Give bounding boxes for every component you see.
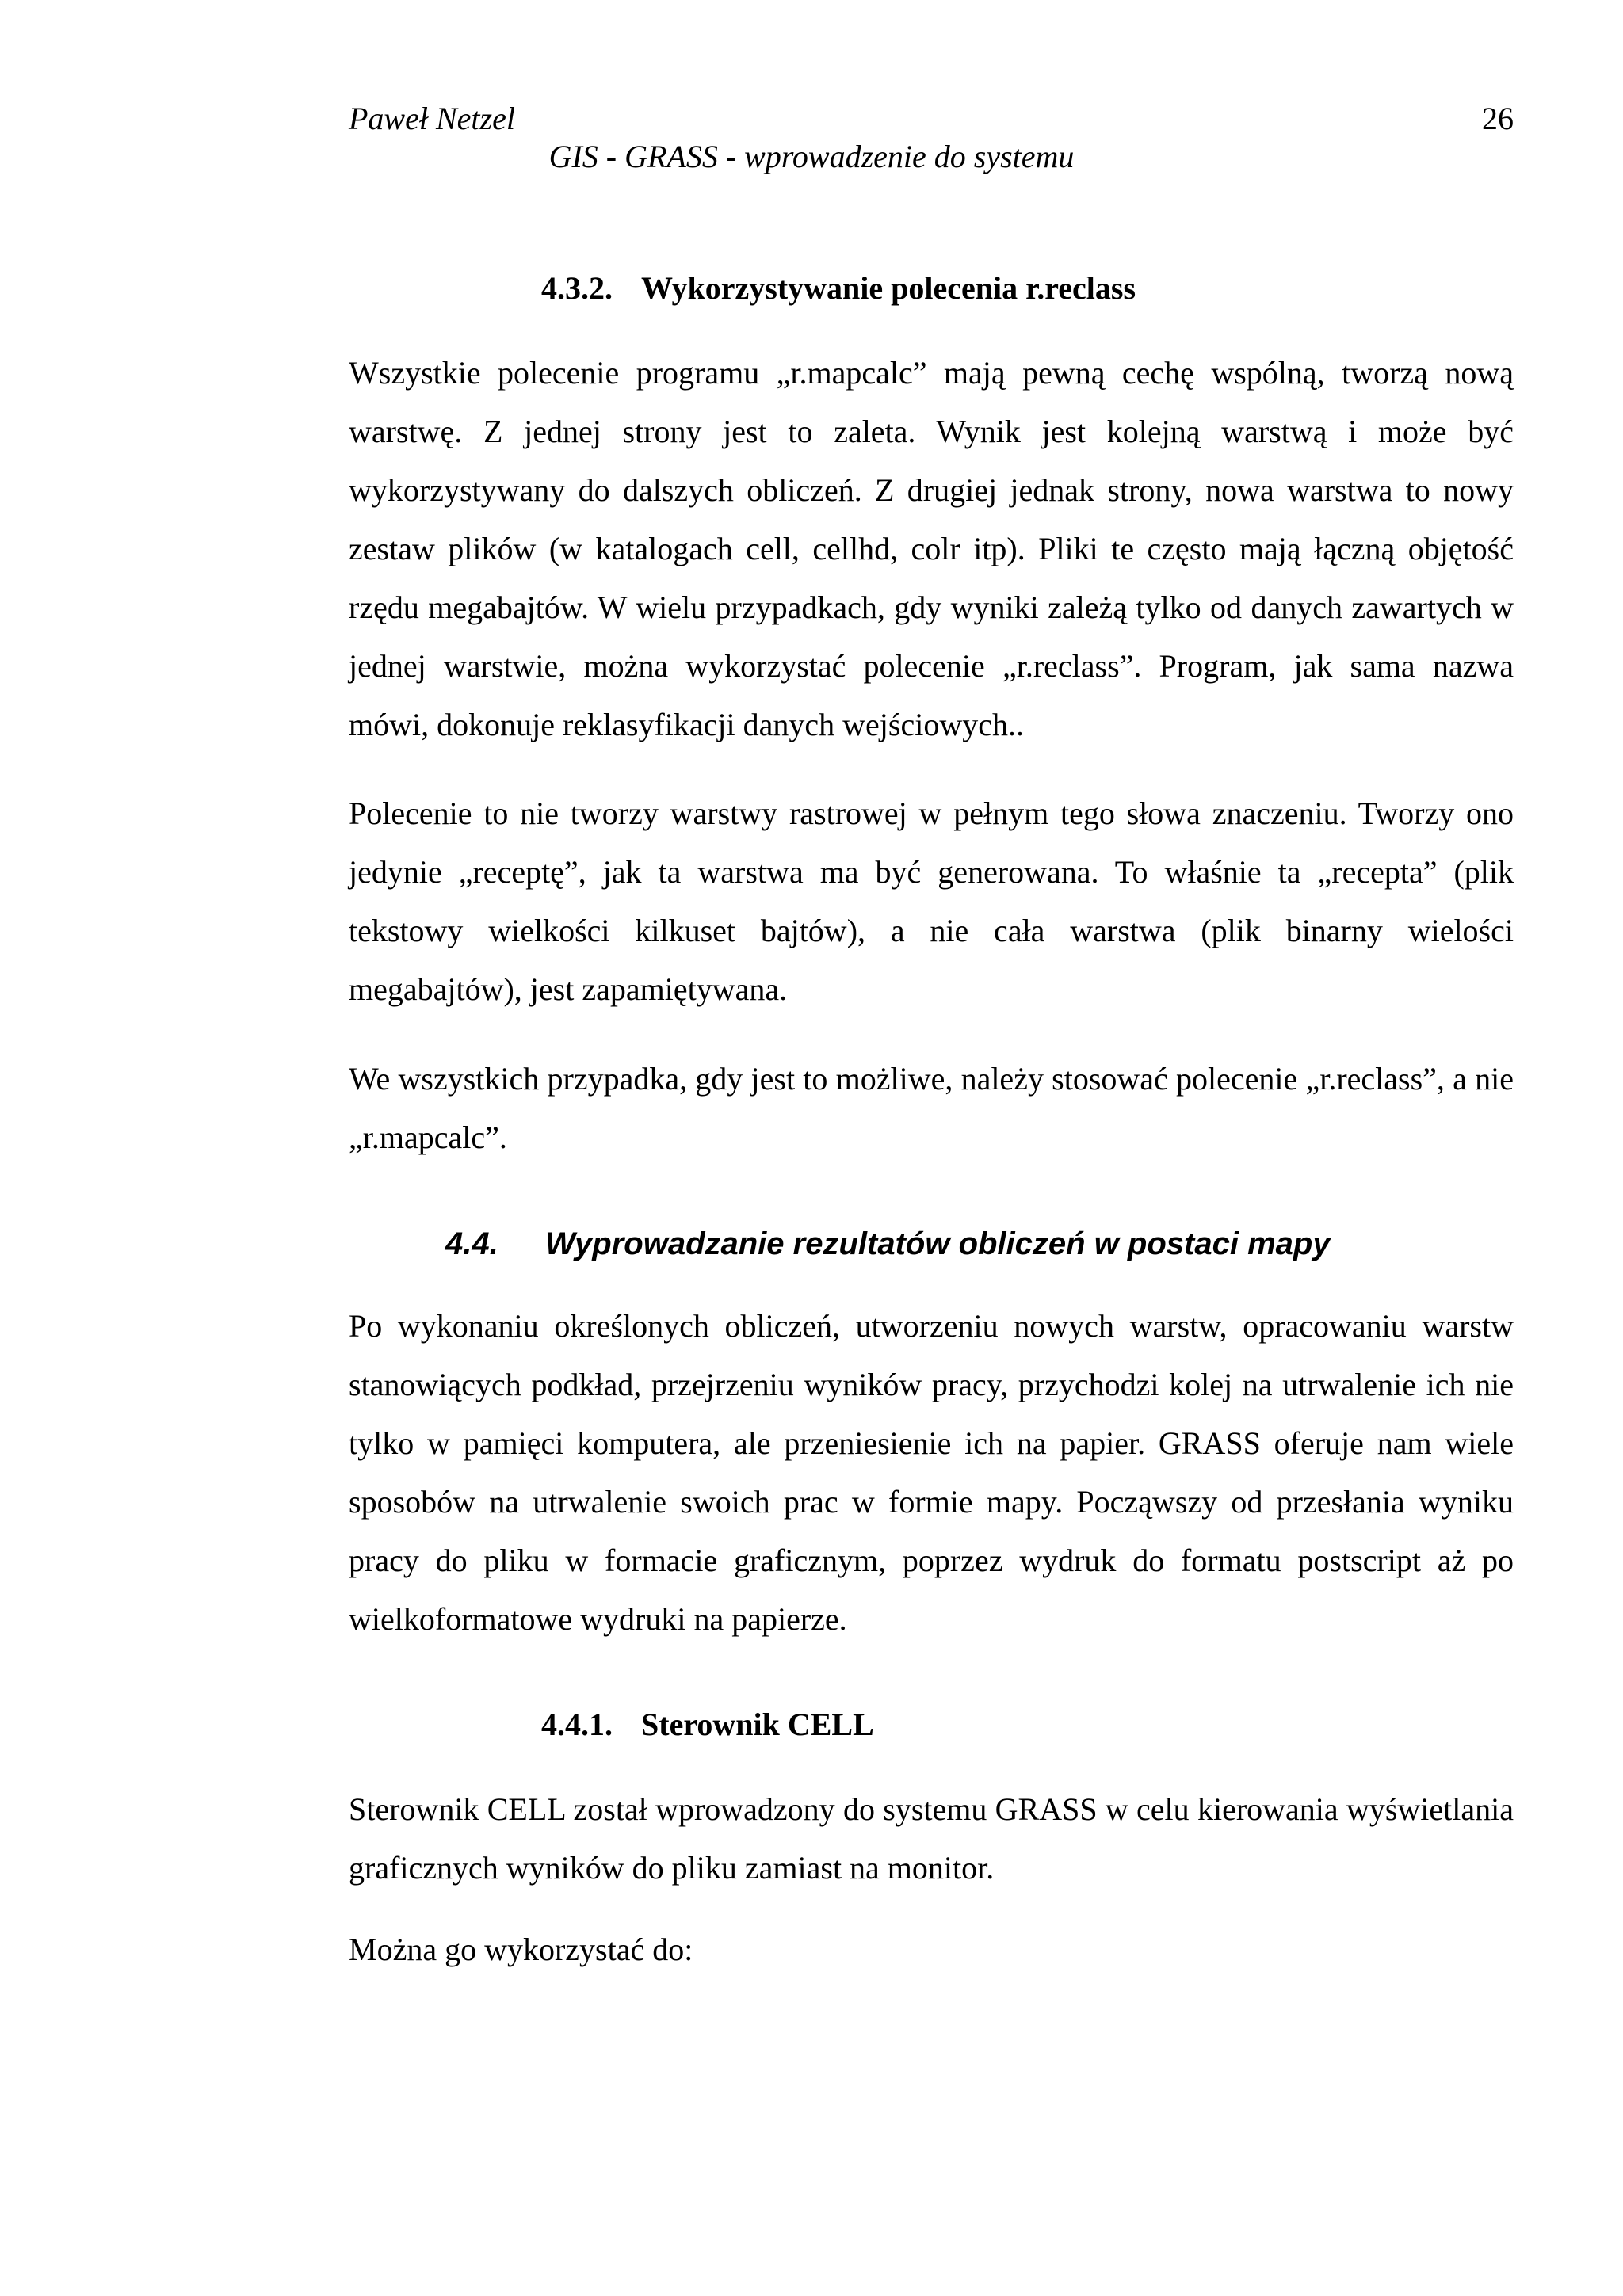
paragraph: Można go wykorzystać do: bbox=[349, 1932, 693, 1967]
section-heading-4-4-1 bbox=[541, 1701, 874, 1749]
section-title: Wykorzystywanie polecenia r.reclass bbox=[641, 270, 1136, 306]
section-heading-4-4 bbox=[445, 1220, 1331, 1268]
header-author: Paweł Netzel bbox=[349, 101, 515, 136]
section-number: 4.4. bbox=[445, 1226, 498, 1261]
paragraph: Sterownik CELL został wprowadzony do systemu GRASS w celu kierowania wyświetlania graficznych wyników do pliku zamiast na monitor. bbox=[349, 1791, 1514, 1886]
section-title: Sterownik CELL bbox=[641, 1707, 874, 1742]
section-number: 4.4.1. bbox=[541, 1707, 613, 1742]
header-page-number: 26 bbox=[1482, 101, 1514, 136]
paragraph: We wszystkich przypadka, gdy jest to możliwe, należy stosować polecenie „r.reclass”, a nie „r.mapcalc”. bbox=[349, 1061, 1514, 1155]
paragraph: Polecenie to nie tworzy warstwy rastrowej w pełnym tego słowa znaczeniu. Tworzy ono jedynie „receptę”, jak ta warstwa ma być generowana. To właśnie ta „recepta” (plik tekstowy wielkości kilkuset bajtów), a nie cała warstwa (plik binarny wielości megabajtów), jest zapamiętywana. bbox=[349, 795, 1514, 1007]
paragraph: Po wykonaniu określonych obliczeń, utworzeniu nowych warstw, opracowaniu warstw stanowiących podkład, przejrzeniu wyników pracy, przychodzi kolej na utrwalenie ich nie tylko w pamięci komputera, ale przeniesienie ich na papier. GRASS oferuje nam wiele sposobów na utrwalenie swoich prac w formie mapy. Począwszy od przesłania wyniku pracy do pliku w formacie graficznym, poprzez wydruk do formatu postscript aż po wielkoformatowe wydruki na papierze. bbox=[349, 1308, 1514, 1637]
section-number: 4.3.2. bbox=[541, 270, 613, 306]
paragraph: Wszystkie polecenie programu „r.mapcalc” mają pewną cechę wspólną, tworzą nową warstwę. Z jednej strony jest to zaleta. Wynik jest kolejną warstwą i może być wykorzystywany do dalszych obliczeń. Z drugiej jednak strony, nowa warstwa to nowy zestaw plików (w katalogach cell, cellhd, colr itp). Pliki te często mają łączną objętość rzędu megabajtów. W wielu przypadkach, gdy wyniki zależą tylko od danych zawartych w jednej warstwie, można wykorzystać polecenie „r.reclass”. Program, jak sama nazwa mówi, dokonuje reklasyfikacji danych wejściowych.. bbox=[349, 355, 1514, 742]
header-title: GIS - GRASS - wprowadzenie do systemu bbox=[548, 139, 1075, 174]
section-heading-4-3-2 bbox=[541, 265, 1136, 312]
section-title: Wyprowadzanie rezultatów obliczeń w postaci mapy bbox=[545, 1226, 1331, 1261]
